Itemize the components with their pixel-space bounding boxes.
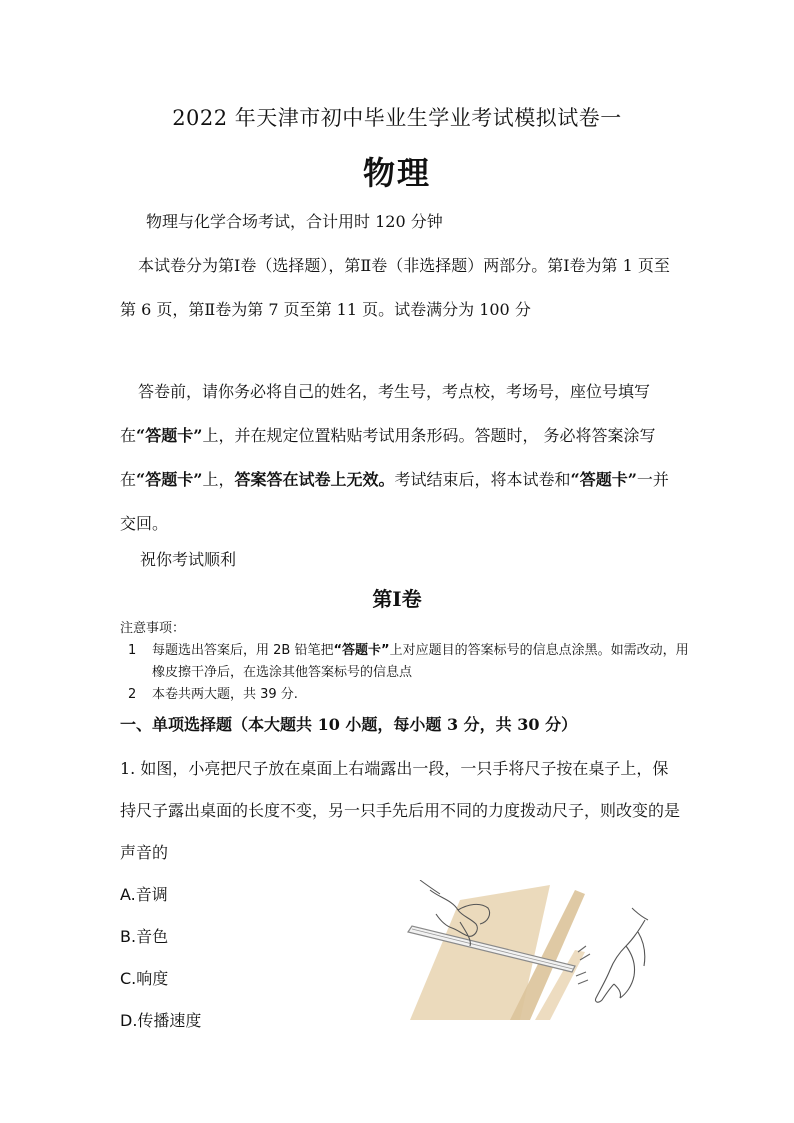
- note-number: 2: [128, 687, 137, 702]
- option-b: B.音色: [120, 927, 169, 946]
- option-a: A.音调: [120, 885, 168, 904]
- paper-structure-paragraph: [120, 244, 680, 332]
- exam-duration-note: 物理与化学合场考试，合计用时 120 分钟: [146, 212, 443, 231]
- right-hand: [595, 920, 645, 1002]
- part-one-heading: 一、单项选择题（本大题共 10 小题，每小题 3 分，共 30 分）: [120, 715, 578, 734]
- instructions-text: 考试结束后，将本试卷和: [394, 470, 571, 489]
- exam-title: 2022 年天津市初中毕业生学业考试模拟试卷一: [172, 106, 622, 130]
- option-c: C.响度: [120, 969, 169, 988]
- invalid-answer-warning: 答案答在试卷上无效。: [234, 470, 395, 489]
- instructions-paragraph: [120, 370, 680, 546]
- note-text: 每题选出答案后，用 2B 铅笔把: [152, 643, 334, 658]
- left-hand-sleeve: [420, 880, 440, 894]
- note-text: 上对应题目的答案标号的信息点涂黑。如需改动，用橡皮擦干净后，在选涂其他答案标号的信息点: [152, 643, 689, 680]
- option-d: D.传播速度: [120, 1011, 202, 1030]
- ruler-on-table-figure: [400, 880, 650, 1020]
- section-title: 第Ⅰ卷: [372, 587, 422, 611]
- subject-title: 物理: [362, 154, 431, 192]
- answer-card-emphasis: “答题卡”: [570, 470, 637, 489]
- instructions-text: 上，: [202, 470, 235, 489]
- notes-block: [120, 618, 700, 706]
- right-hand-sleeve: [632, 908, 648, 920]
- instructions-text: 一并交回。: [120, 470, 669, 533]
- answer-card-emphasis: “答题卡”: [136, 426, 203, 445]
- answer-card-emphasis: “答题卡”: [333, 643, 390, 658]
- instructions-text: 答卷前，请你务必将自己的姓名，考生号，考点校，考场号，座位号填写在: [120, 382, 651, 445]
- note-item: [120, 640, 700, 684]
- note-text: 本卷共两大题，共 39 分.: [152, 687, 298, 702]
- answer-card-emphasis: “答题卡”: [136, 470, 203, 489]
- notes-heading: 注意事项：: [120, 621, 186, 636]
- note-number: 1: [128, 643, 137, 658]
- question-1-stem: 1. 如图，小亮把尺子放在桌面上右端露出一段，一只手将尺子按在桌子上，保持尺子露出桌面的长度不变，另一只手先后用不同的力度拨动尺子，则改变的是声音的: [120, 759, 681, 862]
- question-1-options: [120, 874, 380, 1042]
- paper-structure-text: 本试卷分为第Ⅰ卷（选择题），第Ⅱ卷（非选择题）两部分。第Ⅰ卷为第 1 页至第 6 页，第Ⅱ卷为第 7 页至第 11 页。试卷满分为 100 分: [120, 256, 670, 319]
- note-item: [120, 684, 700, 706]
- good-luck-text: 祝你考试顺利: [140, 550, 237, 569]
- instructions-text: 上，并在规定位置粘贴考试用条形码。答题时， 务必将答案涂写在: [120, 426, 656, 489]
